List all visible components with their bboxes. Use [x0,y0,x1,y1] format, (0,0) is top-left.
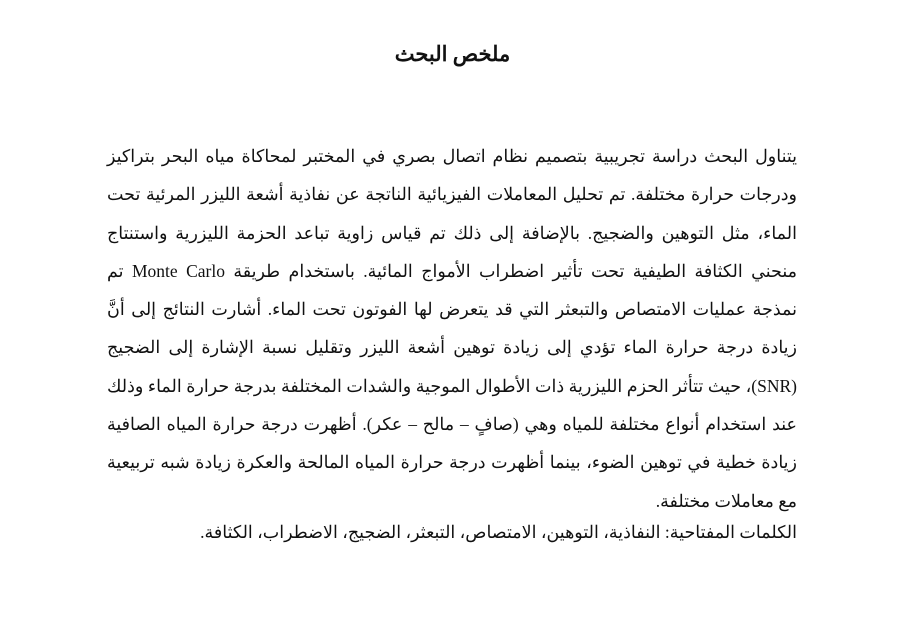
keywords-line: الكلمات المفتاحية: النفاذية، التوهين، الامتصاص، التبعثر، الضجيج، الاضطراب، الكثافة. [200,522,797,542]
abstract-title: ملخص البحث [394,42,511,66]
abstract-body: يتناول البحث دراسة تجريبية بتصميم نظام اتصال بصري في المختبر لمحاكاة مياه البحر بتراكيز ودرجات حرارة مختلفة. تم تحليل المعاملات الفيزيائية الناتجة عن نفاذية أشعة الليزر المرئية تحت الماء، مثل التوهين والضجيج. بالإضافة إلى ذلك تم قياس زاوية تباعد الحزمة الليزرية واستنتاج منحني الكثافة الطيفية تحت تأثير اضطراب الأمواج المائية. باستخدام طريقة Monte Carlo تم نمذجة عمليات الامتصاص والتبعثر التي قد يتعرض لها الفوتون تحت الماء. أشارت النتائج إلى أنَّ زيادة درجة حرارة الماء تؤدي إلى زيادة توهين أشعة الليزر وتقليل نسبة الإشارة إلى الضجيج (SNR)، حيث تتأثر الحزم الليزرية ذات الأطوال الموجية والشدات المختلفة بدرجة حرارة الماء وذلك عند استخدام أنواع مختلفة للمياه وهي (صافٍ – مالح – عكر). أظهرت درجة حرارة المياه الصافية زيادة خطية في توهين الضوء، بينما أظهرت درجة حرارة المياه المالحة والعكرة زيادة شبه تربيعية مع معاملات مختلفة. [107,146,797,511]
